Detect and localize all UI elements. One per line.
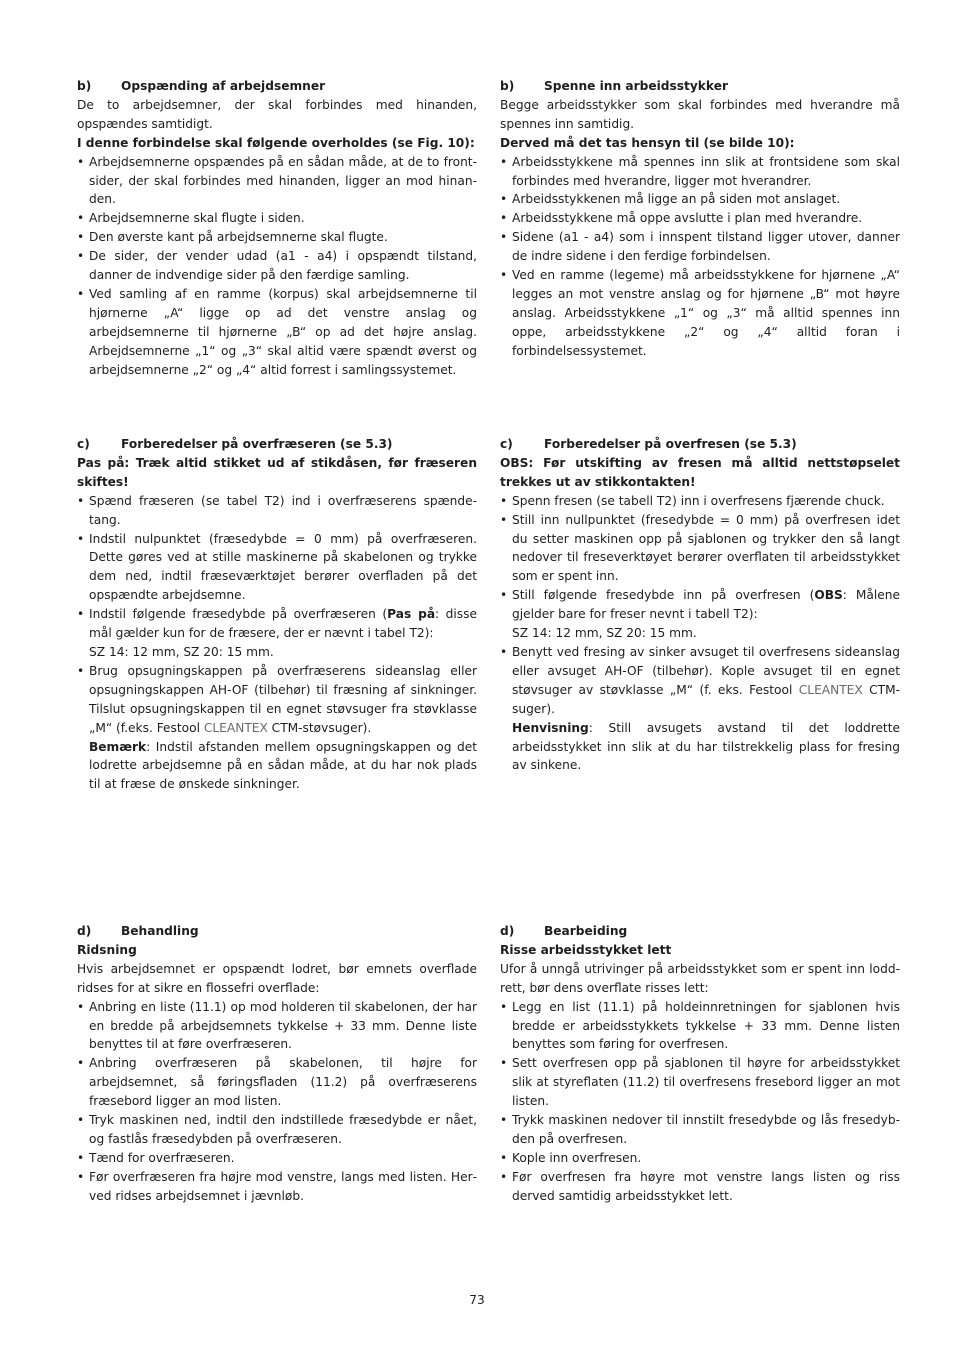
depth-values: SZ 14: 12 mm, SZ 20: 15 mm. xyxy=(89,644,274,659)
item-text: Indstil følgende fræsedybde på overfræseren ( xyxy=(89,607,388,622)
item-bold: OBS xyxy=(814,588,843,603)
list-item: • Arbejdsemnerne skal flugte i siden. xyxy=(77,209,477,228)
note-text: : Indstil afstanden mellem opsugningskappen og det lodrette arbejdsemne på en sådan måde, at du har nok plads til at fræse de ønskede sinkninger. xyxy=(89,739,477,792)
section-number: c) xyxy=(500,437,513,451)
note-label: Henvisning xyxy=(512,720,589,735)
list-item: • Spænd fræseren (se tabel T2) ind i overfræserens spændetang. xyxy=(77,492,477,530)
item-text: Brug opsugningskappen på overfræserens sideanslag eller opsugningskappen AH-OF (tilbehør) til fræsning af sinkninger. Tilslut opsugningskappen til en egnet støvsuger fra støvklasse „M“ (f.eks. Festool xyxy=(89,663,477,735)
list-item: • De sider, der vender udad (a1 - a4) i opspændt tilstand, danner de indvendige sider på den færdige samling. xyxy=(77,247,477,285)
left-section-d xyxy=(77,922,477,1206)
list-item: • Indstil nulpunktet (fræsedybde = 0 mm) på overfræseren. Dette gøres ved at stille maskinerne på skabelonen og trykke dem ned, indtil fræseværktøjet berører overfladen på det opspændte arbejdsemne. xyxy=(77,530,477,606)
section-number: b) xyxy=(77,79,92,93)
section-heading xyxy=(500,435,900,454)
list-item xyxy=(500,586,900,643)
section-title: Forberedelser på overfresen (se 5.3) xyxy=(544,437,797,451)
list-item: • Før overfræseren fra højre mod venstre, langs med listen. Herved ridses arbejdsemnet i jævnløb. xyxy=(77,1168,477,1206)
list-item: • Kople inn overfresen. xyxy=(500,1149,900,1168)
section-title: Bearbeiding xyxy=(544,924,628,938)
list-item: • Anbring overfræseren på skabelonen, til højre for arbejdsemnet, så føringsfladen (11.2) på overfræserens fræsebord ligger an mod listen. xyxy=(77,1054,477,1111)
section-title: Forberedelser på overfræseren (se 5.3) xyxy=(121,437,393,451)
section-heading xyxy=(500,77,900,96)
warning-text: OBS: Før utskifting av fresen må alltid nettstøpselet trekkes ut av stikkontakten! xyxy=(500,455,900,489)
list-item: • Arbeidsstykkene må spennes inn slik at frontsidene som skal forbindes med hverandre, ligger mot hverandrer. xyxy=(500,153,900,191)
note-paragraph xyxy=(77,738,477,795)
list-item: • Tænd for overfræseren. xyxy=(77,1149,477,1168)
bullet-list xyxy=(77,492,477,738)
list-item: • Spenn fresen (se tabell T2) inn i overfresens fjærende chuck. xyxy=(500,492,900,511)
list-item: • Før overfresen fra høyre mot venstre langs listen og riss derved samtidig arbeidsstykket lett. xyxy=(500,1168,900,1206)
list-item: • Ved samling af en ramme (korpus) skal arbejdsemnerne til hjørnerne „A“ ligge op ad det venstre anslag og arbejdsemnerne til hjørnerne „B“ op ad det højre anslag. Arbejdsemnerne „1“ og „3“ skal altid være spændt øverst og arbejdsemnerne „2“ og „4“ altid forrest i samlingssystemet. xyxy=(77,285,477,380)
intro-text: Ufor å unngå utrivinger på arbeidsstykket som er spent inn loddrett, bør dens overflate risses lett: xyxy=(500,961,900,995)
bold-instruction: I denne forbindelse skal følgende overholdes (se Fig. 10): xyxy=(77,135,475,150)
item-text: : Målene gjelder bare for freser nevnt i tabell T2): xyxy=(512,588,900,622)
note-label: Bemærk xyxy=(89,739,147,754)
section-title: Opspænding af arbejdsemner xyxy=(121,79,326,93)
right-section-b xyxy=(500,77,900,361)
brand-name: CLEANTEX xyxy=(203,720,268,735)
warning-text: Pas på: Træk altid stikket ud af stikdåsen, før fræseren skiftes! xyxy=(77,455,477,489)
list-item: • Trykk maskinen nedover til innstilt fresedybde og lås fresedybden på overfresen. xyxy=(500,1111,900,1149)
list-item xyxy=(500,643,900,775)
bold-instruction: Derved må det tas hensyn til (se bilde 10): xyxy=(500,135,795,150)
section-number: b) xyxy=(500,79,515,93)
subtitle: Ridsning xyxy=(77,942,137,957)
bullet-list xyxy=(500,998,900,1206)
section-heading xyxy=(77,435,477,454)
list-item: • Ved en ramme (legeme) må arbeidsstykkene for hjørnene „A“ legges an mot venstre anslag og for hjørnene „B“ mot høyre anslag. Arbeidsstykkene „1“ og „3“ må alltid spennes inn oppe, arbeidsstykkene „2“ og „4“ alltid foran i forbindelsessystemet. xyxy=(500,266,900,361)
section-title: Spenne inn arbeidsstykker xyxy=(544,79,728,93)
item-text: : disse mål gælder kun for de fræsere, der er nævnt i tabel T2): xyxy=(89,607,477,641)
list-item: • Legg en list (11.1) på holdeinnretningen for sjablonen hvis bredde er arbeidsstykkets tykkelse + 33 mm. Denne listen benyttes som føring for overfresen. xyxy=(500,998,900,1055)
intro-text: Hvis arbejdsemnet er opspændt lodret, bør emnets overflade ridses for at sikre en flossefri overflade: xyxy=(77,961,477,995)
depth-values: SZ 14: 12 mm, SZ 20: 15 mm. xyxy=(512,626,697,641)
section-number: c) xyxy=(77,437,90,451)
subtitle: Risse arbeidsstykket lett xyxy=(500,942,672,957)
list-item: • Anbring en liste (11.1) op mod holderen til skabelonen, der har en bredde på arbejdsemnets tykkelse + 33 mm. Denne liste benyttes til at føre overfræseren. xyxy=(77,998,477,1055)
list-item: • Arbejdsemnerne opspændes på en sådan måde, at de to frontsider, der skal forbindes med hinanden, ligger an mod hinanden. xyxy=(77,153,477,210)
intro-text: De to arbejdsemner, der skal forbindes med hinanden, opspændes samtidigt. xyxy=(77,97,477,131)
list-item xyxy=(77,605,477,662)
intro-text: Begge arbeidsstykker som skal forbindes med hverandre må spennes inn samtidig. xyxy=(500,97,900,131)
page-number: 73 xyxy=(469,1293,485,1307)
section-heading xyxy=(500,922,900,941)
list-item xyxy=(77,662,477,738)
bullet-list xyxy=(500,153,900,361)
list-item: • Arbeidsstykkene må oppe avslutte i plan med hverandre. xyxy=(500,209,900,228)
item-text: Benytt ved fresing av sinker avsuget til overfresens sideanslag eller avsuget AH-OF (tilbehør). Kople avsuget til en egnet støvsuger av støvklasse „M“ (f. eks. Festool xyxy=(512,644,900,697)
right-section-d xyxy=(500,922,900,1206)
note-text: : Still avsugets avstand til det loddrette arbeidsstykket inn slik at du har tilstrekkelig plass for fresing av sinkene. xyxy=(512,720,900,773)
right-section-c xyxy=(500,435,900,775)
item-bold: Pas på xyxy=(387,607,436,622)
bullet-list xyxy=(77,153,477,380)
left-section-c xyxy=(77,435,477,794)
list-item: • Den øverste kant på arbejdsemnerne skal flugte. xyxy=(77,228,477,247)
list-item: • Tryk maskinen ned, indtil den indstillede fræsedybde er nået, og fastlås fræsedybden på overfræseren. xyxy=(77,1111,477,1149)
left-section-b xyxy=(77,77,477,380)
list-item: • Still inn nullpunktet (fresedybde = 0 mm) på overfresen idet du setter maskinen opp på sjablonen og trykker den så langt nedover til freseverktøyet berører overflaten til arbeidsstykket som er spent inn. xyxy=(500,511,900,587)
item-text: CTM-støvsuger). xyxy=(267,720,372,735)
list-item: • Arbeidsstykkenen må ligge an på siden mot anslaget. xyxy=(500,190,900,209)
list-item: • Sett overfresen opp på sjablonen til høyre for arbeidsstykket slik at styreflaten (11.2) til overfresens fresebord ligger an mot listen. xyxy=(500,1054,900,1111)
section-title: Behandling xyxy=(121,924,199,938)
section-heading xyxy=(77,922,477,941)
brand-name: CLEANTEX xyxy=(798,682,863,697)
bullet-list xyxy=(500,492,900,776)
bullet-list xyxy=(77,998,477,1206)
item-text: CTM-suger). xyxy=(512,682,900,716)
section-number: d) xyxy=(77,924,92,938)
section-number: d) xyxy=(500,924,515,938)
list-item: • Sidene (a1 - a4) som i innspent tilstand ligger utover, danner de indre sidene i den ferdige forbindelsen. xyxy=(500,228,900,266)
item-text: Still følgende fresedybde inn på overfresen ( xyxy=(512,588,815,603)
section-heading xyxy=(77,77,477,96)
